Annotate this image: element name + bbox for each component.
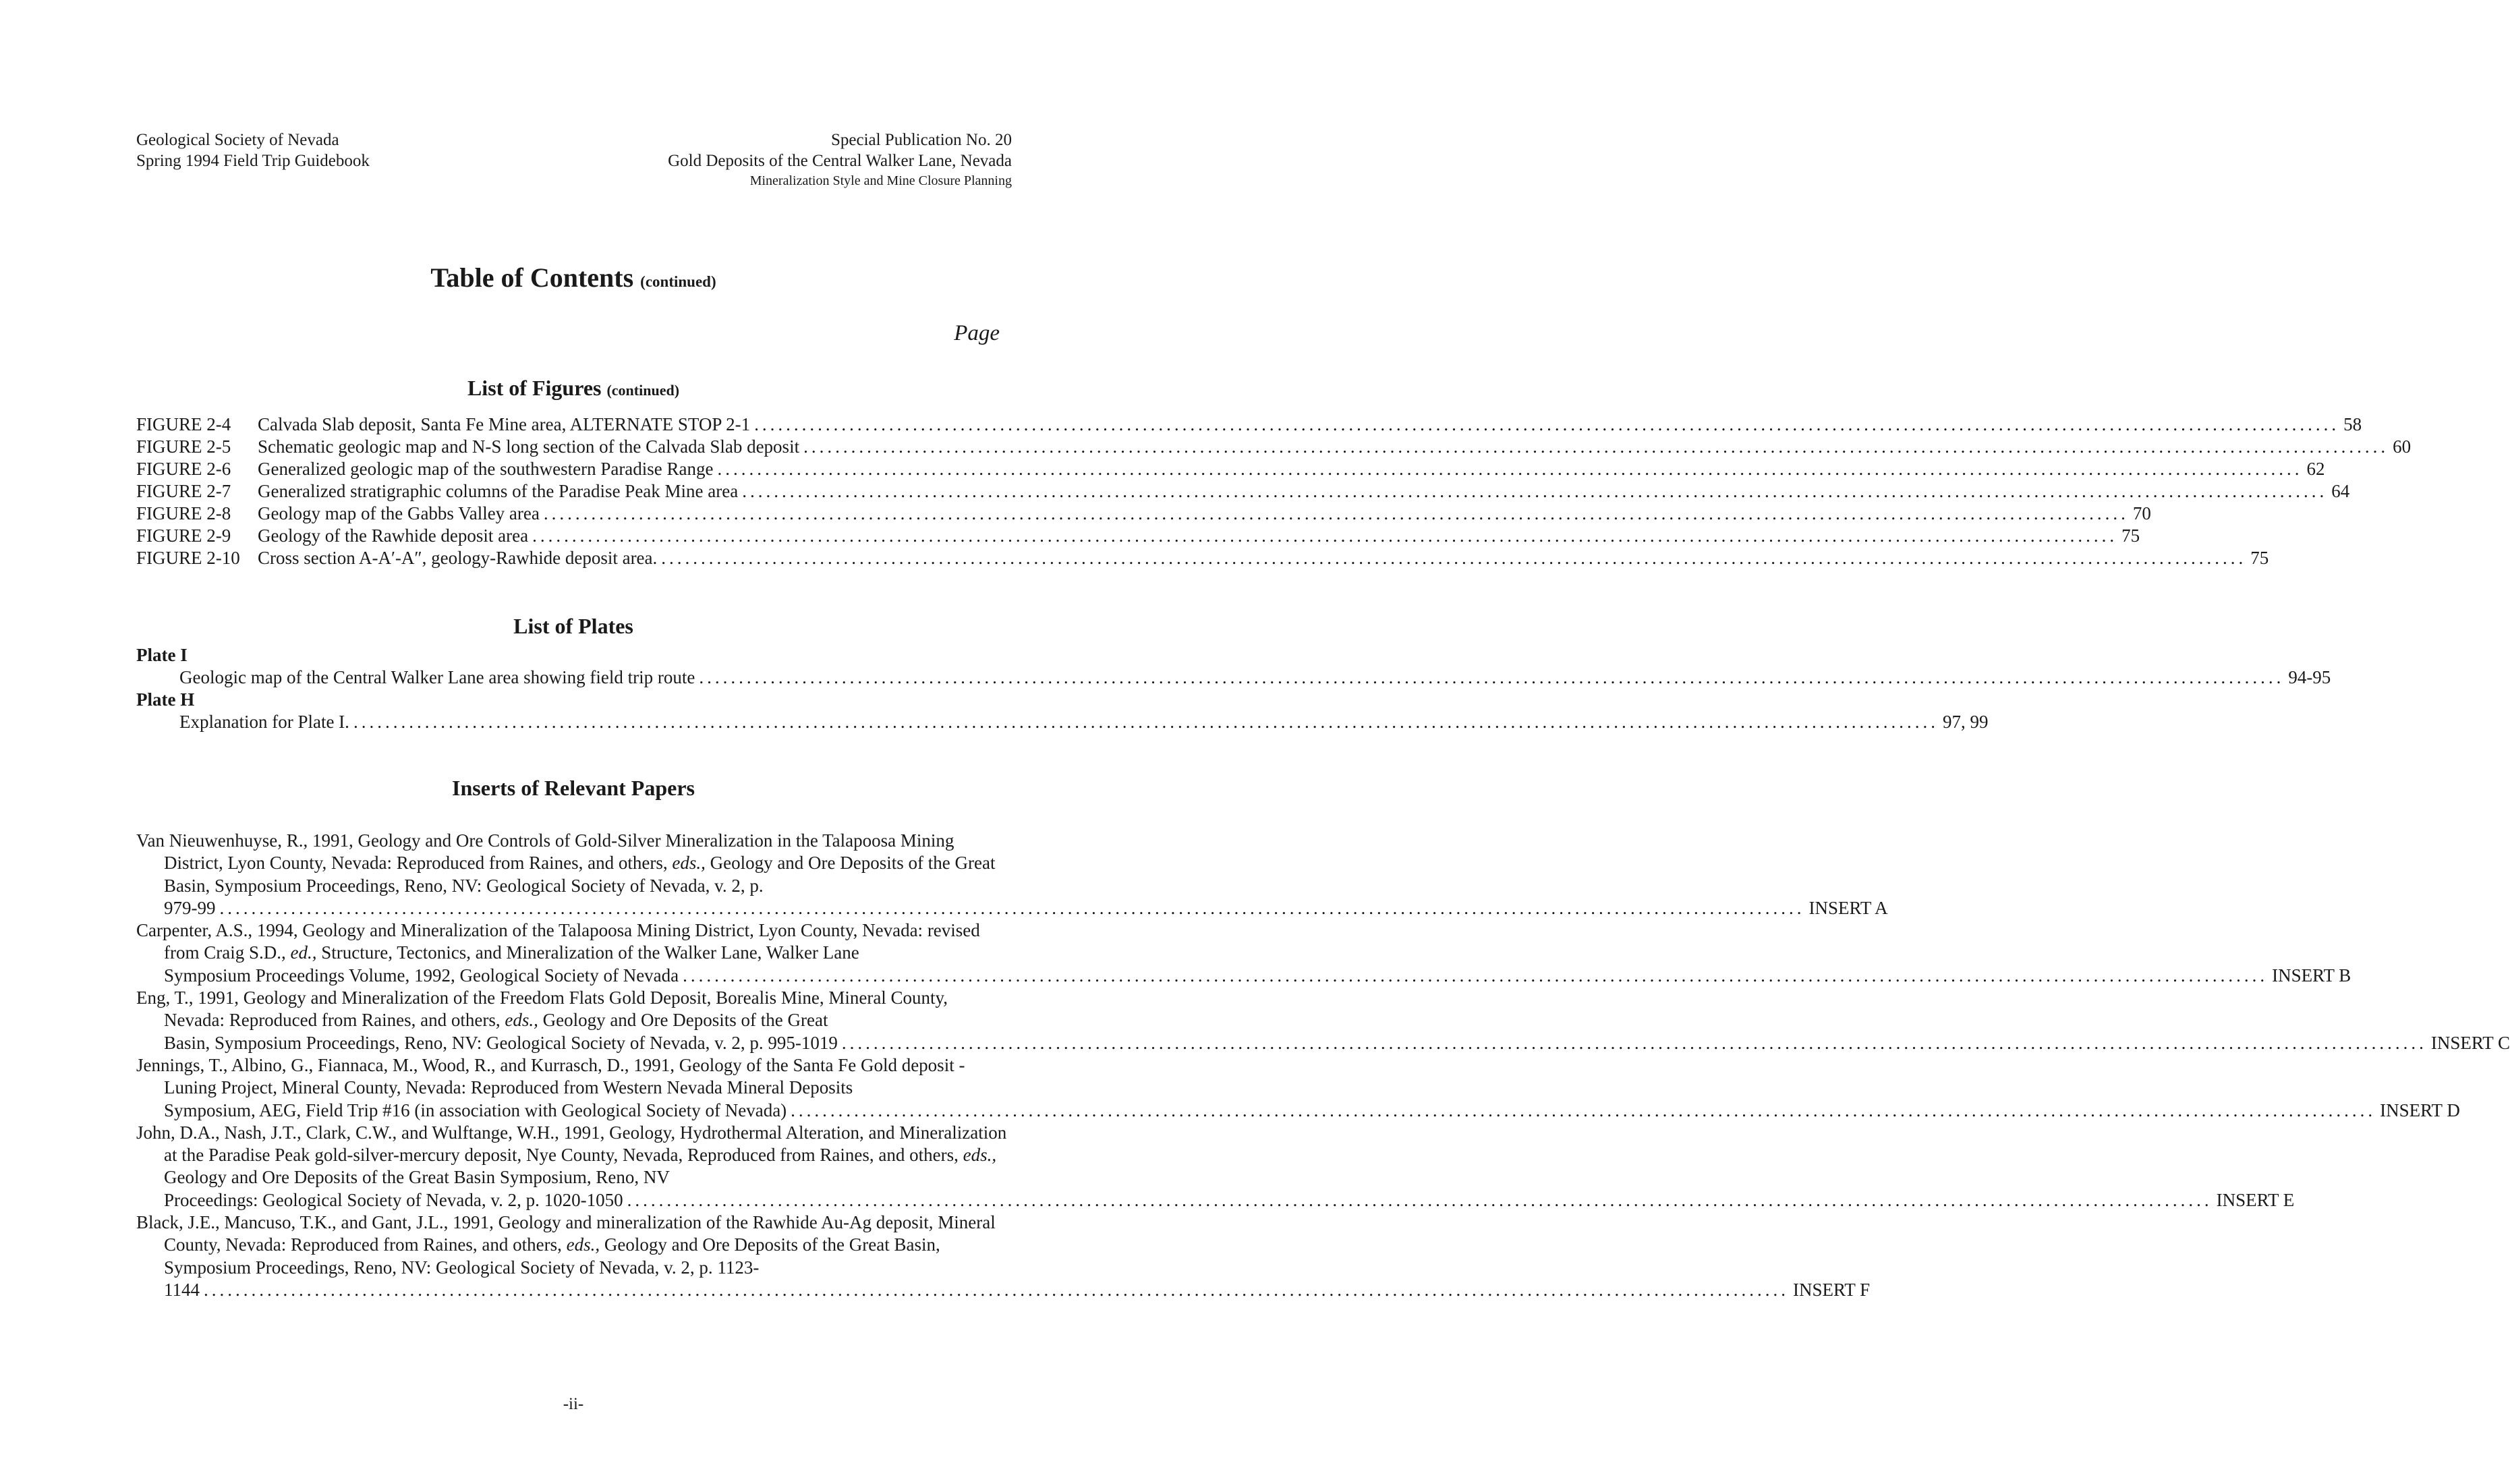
insert-code: INSERT C [2430, 1032, 2510, 1053]
insert-reference [136, 830, 1888, 919]
figures-heading-continued: (continued) [606, 382, 680, 399]
reference-editor-abbrev: eds., [505, 1010, 538, 1031]
leader-dots: ........................................................................................................................................................................................................ [532, 525, 2118, 546]
reference-text: Black, J.E., Mancuso, T.K., and Gant, J.L., 1991, Geology and mineralization of the Rawhide Au-Ag deposit, Mineral County, Nevada: Reproduced from Raines, and others, [136, 1212, 996, 1255]
leader-dots: ........................................................................................................................................................................................................ [543, 503, 2129, 523]
page-column-label: Page [954, 321, 1000, 345]
insert-reference [136, 987, 2510, 1054]
figure-page: 60 [2393, 436, 2412, 457]
figure-title: Generalized geologic map of the southwestern Paradise Range [258, 459, 714, 479]
leader-dots: ........................................................................................................................................................................................................ [699, 667, 2285, 687]
guidebook-name: Spring 1994 Field Trip Guidebook [136, 152, 370, 170]
page-title [0, 262, 1147, 293]
figures-heading [0, 376, 1147, 401]
reference-text: Jennings, T., Albino, G., Fiannaca, M., Wood, R., and Kurrasch, D., 1991, Geology of the Santa Fe Gold deposit - Luning Project, Mineral County, Nevada: Reproduced from Western Nevada Mineral Deposits [136, 1054, 965, 1098]
publication-subtitle: Mineralization Style and Mine Closure Planning [749, 173, 1012, 188]
reference-last-line [164, 1100, 2460, 1122]
figure-title: Generalized stratigraphic columns of the Paradise Peak Mine area [258, 481, 739, 501]
figure-label: FIGURE 2-7 [136, 481, 231, 501]
figure-title: Geology map of the Gabbs Valley area [258, 503, 540, 523]
figures-heading-text: List of Figures [467, 376, 602, 400]
reference-text: Van Nieuwenhuyse, R., 1991, Geology and Ore Controls of Gold-Silver Mineralization in the Talapoosa Mining District, Lyon County, Nevada: Reproduced from Raines, and others, [136, 830, 954, 874]
reference-last-line [164, 965, 2351, 987]
reference-text: 979-99 [164, 897, 216, 918]
figure-page: 58 [2343, 414, 2362, 434]
figure-page: 75 [2121, 525, 2140, 546]
plate-title: Explanation for Plate I. [179, 712, 349, 732]
leader-dots: ........................................................................................................................................................................................................ [683, 965, 2269, 986]
plate-entry [179, 666, 2331, 689]
reference-last-line [164, 1189, 2295, 1211]
reference-text: Geology and Ore Deposits of the Great Basin, Symposium Proceedings, Reno, NV: Geological Society of Nevada, v. 2, p. 1123- [164, 1234, 940, 1278]
reference-text: Symposium, AEG, Field Trip #16 (in association with Geological Society of Nevada) [164, 1100, 787, 1120]
reference-editor-abbrev: ed., [290, 942, 317, 963]
reference-text: John, D.A., Nash, J.T., Clark, C.W., and Wulftange, W.H., 1991, Geology, Hydrothermal Alteration, and Mineralization at the Paradise Peak gold-silver-mercury deposit, Nye County, Nevada, Reproduced from Raines, and others, [136, 1122, 1007, 1166]
leader-dots: ........................................................................................................................................................................................................ [841, 1032, 2427, 1053]
insert-reference [136, 1211, 1871, 1301]
reference-editor-abbrev: eds., [672, 853, 706, 874]
insert-reference [136, 1054, 2460, 1122]
leader-dots: ........................................................................................................................................................................................................ [717, 459, 2303, 479]
header-right [668, 130, 1012, 190]
figure-label: FIGURE 2-9 [136, 525, 231, 546]
insert-code: INSERT A [1808, 897, 1888, 918]
reference-editor-abbrev: eds., [963, 1145, 997, 1166]
insert-reference [136, 919, 2351, 987]
inserts-list [136, 830, 2510, 1301]
insert-code: INSERT F [1793, 1279, 1871, 1300]
reference-editor-abbrev: eds., [566, 1234, 600, 1255]
figure-entry [136, 413, 2362, 436]
publication-number: Special Publication No. 20 [830, 131, 1012, 149]
leader-dots: ........................................................................................................................................................................................................ [803, 436, 2389, 457]
leader-dots: ........................................................................................................................................................................................................ [754, 414, 2340, 434]
leader-dots: ........................................................................................................................................................................................................ [353, 712, 1939, 732]
figure-entry [136, 525, 2140, 547]
reference-last-line [164, 1032, 2510, 1054]
reference-text: Basin, Symposium Proceedings, Reno, NV: Geological Society of Nevada, v. 2, p. 995-1019 [164, 1032, 838, 1053]
plate-title: Geologic map of the Central Walker Lane area showing field trip route [179, 667, 695, 687]
figure-entry [136, 480, 2350, 503]
reference-last-line [164, 1279, 1871, 1301]
plate-label: Plate I [136, 645, 188, 665]
society-name: Geological Society of Nevada [136, 131, 339, 149]
reference-text: 1144 [164, 1279, 200, 1300]
insert-code: INSERT B [2272, 965, 2351, 986]
figure-entry [136, 547, 2269, 569]
leader-dots: ........................................................................................................................................................................................................ [627, 1189, 2213, 1210]
plate-entry [179, 711, 1989, 733]
leader-dots: ........................................................................................................................................................................................................ [219, 897, 1805, 918]
insert-code: INSERT D [2380, 1100, 2460, 1120]
figure-page: 70 [2132, 503, 2151, 523]
reference-text: Geology and Ore Deposits of the Great [538, 1010, 828, 1031]
reference-text: Symposium Proceedings Volume, 1992, Geological Society of Nevada [164, 965, 679, 986]
leader-dots: ........................................................................................................................................................................................................ [742, 481, 2328, 501]
reference-text: Eng, T., 1991, Geology and Mineralization of the Freedom Flats Gold Deposit, Borealis Mine, Mineral County, Nevada: Reproduced from Raines, and others, [136, 988, 948, 1031]
title-continued: (continued) [640, 273, 716, 290]
reference-text: Geology and Ore Deposits of the Great Basin Symposium, Reno, NV [164, 1167, 670, 1188]
figure-label: FIGURE 2-8 [136, 503, 231, 523]
publication-title: Gold Deposits of the Central Walker Lane, Nevada [668, 152, 1012, 170]
figure-title: Geology of the Rawhide deposit area [258, 525, 529, 546]
leader-dots: ........................................................................................................................................................................................................ [661, 548, 2247, 568]
inserts-heading: Inserts of Relevant Papers [452, 776, 695, 800]
figure-page: 62 [2306, 459, 2325, 479]
header-left [136, 130, 370, 171]
figure-label: FIGURE 2-6 [136, 459, 231, 479]
plate-label: Plate H [136, 689, 195, 710]
plates-heading: List of Plates [513, 614, 633, 638]
figure-page: 75 [2250, 548, 2269, 568]
plate-page: 97, 99 [1942, 712, 1989, 732]
plate-page: 94-95 [2288, 667, 2331, 687]
insert-code: INSERT E [2216, 1189, 2295, 1210]
figure-title: Schematic geologic map and N-S long section of the Calvada Slab deposit [258, 436, 800, 457]
figure-entry [136, 436, 2412, 458]
reference-text: Geology and Ore Deposits of the Great Basin, Symposium Proceedings, Reno, NV: Geological Society of Nevada, v. 2, p. [164, 853, 996, 896]
title-main: Table of Contents [430, 262, 634, 293]
page-number: -ii- [563, 1395, 584, 1413]
figure-page: 64 [2331, 481, 2350, 501]
reference-last-line [164, 897, 1888, 919]
figure-title: Calvada Slab deposit, Santa Fe Mine area, ALTERNATE STOP 2-1 [258, 414, 751, 434]
leader-dots: ........................................................................................................................................................................................................ [204, 1279, 1789, 1300]
figure-entry [136, 503, 2151, 525]
reference-text: Structure, Tectonics, and Mineralization of the Walker Lane, Walker Lane [316, 942, 859, 963]
figure-entry [136, 458, 2325, 480]
figure-title: Cross section A-A′-A″, geology-Rawhide deposit area. [258, 548, 658, 568]
figure-label: FIGURE 2-4 [136, 414, 231, 434]
reference-text: Carpenter, A.S., 1994, Geology and Mineralization of the Talapoosa Mining District, Lyon County, Nevada: revised from Craig S.D., [136, 920, 980, 963]
figure-label: FIGURE 2-5 [136, 436, 231, 457]
leader-dots: ........................................................................................................................................................................................................ [791, 1100, 2376, 1120]
reference-text: Proceedings: Geological Society of Nevada, v. 2, p. 1020-1050 [164, 1189, 623, 1210]
insert-reference [136, 1122, 2295, 1211]
figure-label: FIGURE 2-10 [136, 548, 240, 568]
